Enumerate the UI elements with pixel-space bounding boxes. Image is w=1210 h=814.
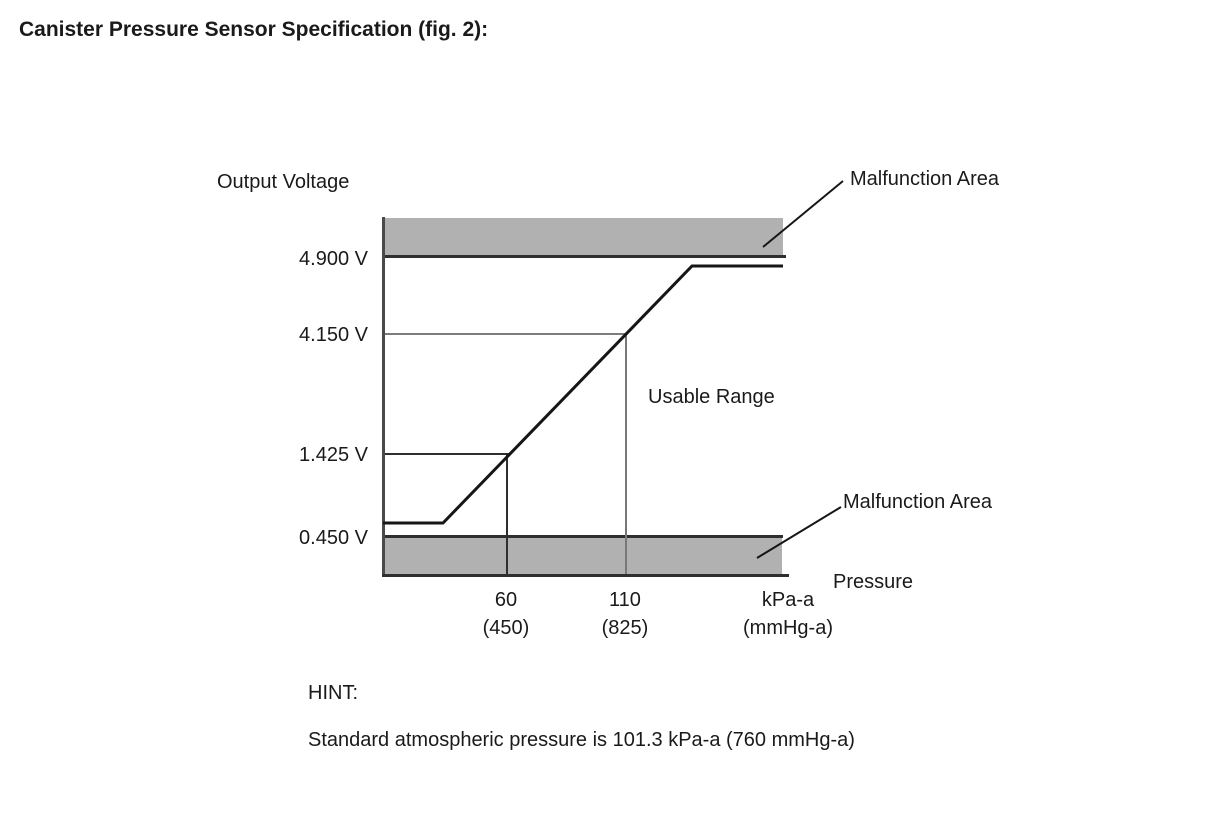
- malfunction-area-label-top: Malfunction Area: [850, 168, 999, 190]
- x-unit-kpa: kPa-a: [761, 589, 815, 611]
- hint-body: Standard atmospheric pressure is 101.3 kPa-a (760 mmHg-a): [308, 729, 855, 751]
- y-tick-4900: 4.900 V: [299, 248, 368, 270]
- y-tick-4150: 4.150 V: [299, 324, 368, 346]
- y-tick-1425: 1.425 V: [299, 444, 368, 466]
- hint-heading: HINT:: [308, 682, 358, 704]
- x-tick-110-kpa: 110: [609, 589, 641, 611]
- reference-line-60kpa: [506, 453, 508, 574]
- y-tick-0450: 0.450 V: [299, 527, 368, 549]
- y-axis-line: [382, 217, 385, 577]
- x-tick-110-mmhg: (825): [601, 617, 649, 639]
- x-unit-mmhg: (mmHg-a): [743, 617, 833, 639]
- usable-range-label: Usable Range: [648, 386, 775, 408]
- x-axis-label-pressure: Pressure: [833, 571, 914, 593]
- reference-line-1425: [383, 453, 509, 455]
- page-title: Canister Pressure Sensor Specification (fig. 2):: [19, 18, 489, 41]
- reference-line-110kpa: [625, 333, 627, 574]
- x-tick-60-kpa: 60: [494, 589, 518, 611]
- x-tick-60-mmhg: (450): [482, 617, 530, 639]
- x-axis-line: [382, 574, 789, 577]
- threshold-line-0450: [383, 535, 783, 538]
- malfunction-band-top: [383, 218, 783, 255]
- malfunction-band-bottom: [383, 538, 782, 574]
- reference-line-4150: [383, 333, 627, 335]
- y-axis-title: Output Voltage: [217, 171, 350, 193]
- threshold-line-4900: [383, 255, 786, 258]
- malfunction-area-label-bottom: Malfunction Area: [843, 491, 992, 513]
